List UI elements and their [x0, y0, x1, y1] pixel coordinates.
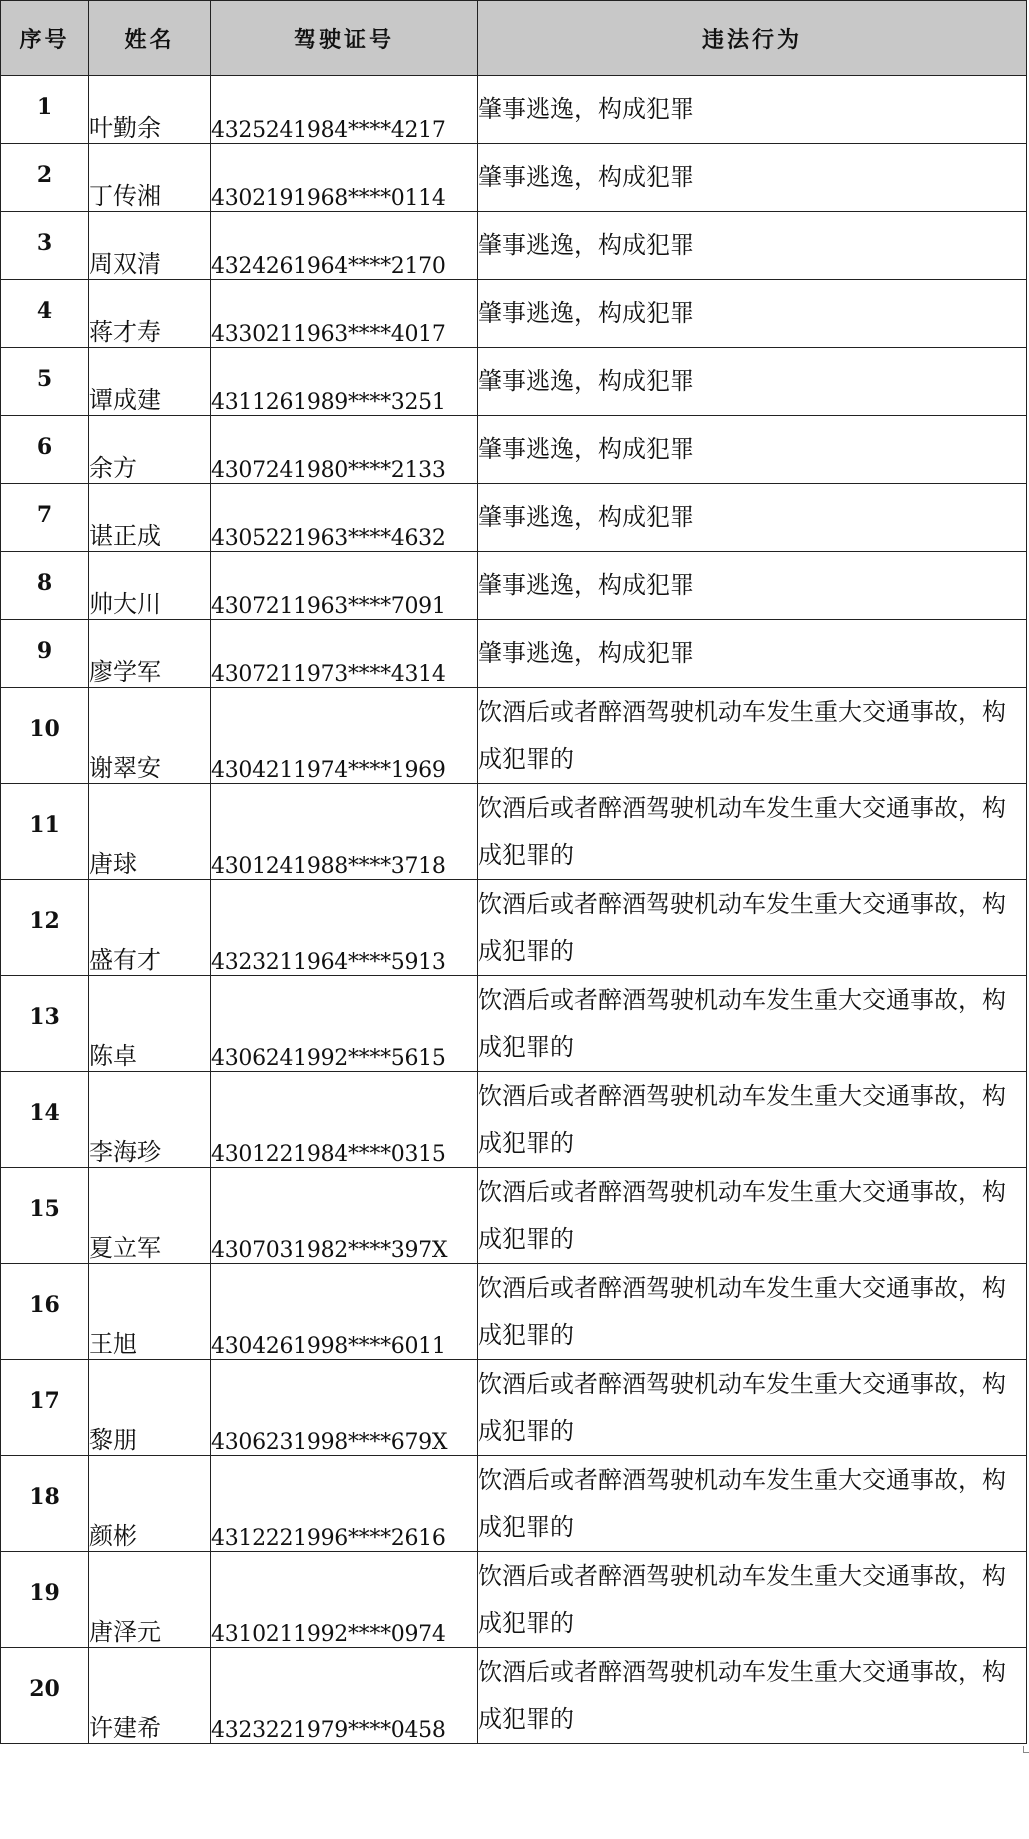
- row-violation-cell: 肇事逃逸，构成犯罪: [478, 76, 1027, 144]
- row-seq-cell: 5: [1, 348, 89, 416]
- row-violation-cell: 饮酒后或者醉酒驾驶机动车发生重大交通事故，构成犯罪的: [478, 1456, 1027, 1552]
- table-row: [1, 1648, 1027, 1744]
- row-violation-cell: 饮酒后或者醉酒驾驶机动车发生重大交通事故，构成犯罪的: [478, 1552, 1027, 1648]
- row-license-cell: 4307211973****4314: [211, 620, 478, 688]
- row-seq-cell: 3: [1, 212, 89, 280]
- row-license-cell: 4304211974****1969: [211, 688, 478, 784]
- table-row: [1, 1168, 1027, 1264]
- row-license-cell: 4307211963****7091: [211, 552, 478, 620]
- row-name-cell: 周双清: [89, 212, 211, 280]
- table-row: [1, 1072, 1027, 1168]
- row-violation-cell: 肇事逃逸，构成犯罪: [478, 348, 1027, 416]
- table-row: [1, 416, 1027, 484]
- row-name-cell: 余方: [89, 416, 211, 484]
- row-violation-cell: 饮酒后或者醉酒驾驶机动车发生重大交通事故，构成犯罪的: [478, 880, 1027, 976]
- table-row: [1, 484, 1027, 552]
- row-violation-cell: 饮酒后或者醉酒驾驶机动车发生重大交通事故，构成犯罪的: [478, 976, 1027, 1072]
- row-violation-cell: 饮酒后或者醉酒驾驶机动车发生重大交通事故，构成犯罪的: [478, 784, 1027, 880]
- row-violation-cell: 肇事逃逸，构成犯罪: [478, 416, 1027, 484]
- row-name-cell: 唐泽元: [89, 1552, 211, 1648]
- header-license: 驾驶证号: [211, 1, 478, 76]
- row-seq-cell: 9: [1, 620, 89, 688]
- row-seq-cell: 13: [1, 976, 89, 1072]
- row-violation-cell: 肇事逃逸，构成犯罪: [478, 484, 1027, 552]
- header-row: [1, 1, 1027, 76]
- table-row: [1, 976, 1027, 1072]
- header-violation: 违法行为: [478, 1, 1027, 76]
- table-row: [1, 784, 1027, 880]
- row-seq-cell: 16: [1, 1264, 89, 1360]
- row-name-cell: 廖学军: [89, 620, 211, 688]
- row-seq-cell: 7: [1, 484, 89, 552]
- row-name-cell: 颜彬: [89, 1456, 211, 1552]
- row-violation-cell: 饮酒后或者醉酒驾驶机动车发生重大交通事故，构成犯罪的: [478, 1264, 1027, 1360]
- row-license-cell: 4323211964****5913: [211, 880, 478, 976]
- row-license-cell: 4306231998****679X: [211, 1360, 478, 1456]
- row-name-cell: 黎朋: [89, 1360, 211, 1456]
- row-name-cell: 李海珍: [89, 1072, 211, 1168]
- row-license-cell: 4323221979****0458: [211, 1648, 478, 1744]
- row-seq-cell: 6: [1, 416, 89, 484]
- row-violation-cell: 饮酒后或者醉酒驾驶机动车发生重大交通事故，构成犯罪的: [478, 1648, 1027, 1744]
- row-violation-cell: 饮酒后或者醉酒驾驶机动车发生重大交通事故，构成犯罪的: [478, 1168, 1027, 1264]
- row-violation-cell: 肇事逃逸，构成犯罪: [478, 212, 1027, 280]
- row-violation-cell: 肇事逃逸，构成犯罪: [478, 552, 1027, 620]
- row-license-cell: 4325241984****4217: [211, 76, 478, 144]
- row-name-cell: 丁传湘: [89, 144, 211, 212]
- row-seq-cell: 4: [1, 280, 89, 348]
- table-row: [1, 552, 1027, 620]
- row-seq-cell: 2: [1, 144, 89, 212]
- row-name-cell: 帅大川: [89, 552, 211, 620]
- row-seq-cell: 11: [1, 784, 89, 880]
- row-violation-cell: 饮酒后或者醉酒驾驶机动车发生重大交通事故，构成犯罪的: [478, 1072, 1027, 1168]
- row-name-cell: 盛有才: [89, 880, 211, 976]
- row-seq-cell: 20: [1, 1648, 89, 1744]
- table-row: [1, 1552, 1027, 1648]
- row-license-cell: 4312221996****2616: [211, 1456, 478, 1552]
- row-license-cell: 4307241980****2133: [211, 416, 478, 484]
- row-license-cell: 4306241992****5615: [211, 976, 478, 1072]
- row-seq-cell: 17: [1, 1360, 89, 1456]
- row-name-cell: 许建希: [89, 1648, 211, 1744]
- row-name-cell: 陈卓: [89, 976, 211, 1072]
- row-seq-cell: 19: [1, 1552, 89, 1648]
- table-row: [1, 212, 1027, 280]
- row-license-cell: 4304261998****6011: [211, 1264, 478, 1360]
- table-row: [1, 144, 1027, 212]
- row-name-cell: 蒋才寿: [89, 280, 211, 348]
- table-row: [1, 280, 1027, 348]
- table-row: [1, 620, 1027, 688]
- row-name-cell: 唐球: [89, 784, 211, 880]
- row-name-cell: 谭成建: [89, 348, 211, 416]
- row-seq-cell: 1: [1, 76, 89, 144]
- row-seq-cell: 15: [1, 1168, 89, 1264]
- row-seq-cell: 8: [1, 552, 89, 620]
- table-row: [1, 1264, 1027, 1360]
- row-license-cell: 4302191968****0114: [211, 144, 478, 212]
- row-violation-cell: 饮酒后或者醉酒驾驶机动车发生重大交通事故，构成犯罪的: [478, 1360, 1027, 1456]
- row-license-cell: 4307031982****397X: [211, 1168, 478, 1264]
- header-seq: 序号: [1, 1, 89, 76]
- row-name-cell: 夏立军: [89, 1168, 211, 1264]
- row-seq-cell: 12: [1, 880, 89, 976]
- row-license-cell: 4324261964****2170: [211, 212, 478, 280]
- table-body: [1, 76, 1027, 1744]
- header-name: 姓名: [89, 1, 211, 76]
- page-corner-mark: [1023, 1746, 1029, 1753]
- row-license-cell: 4305221963****4632: [211, 484, 478, 552]
- row-license-cell: 4301221984****0315: [211, 1072, 478, 1168]
- row-seq-cell: 10: [1, 688, 89, 784]
- row-violation-cell: 肇事逃逸，构成犯罪: [478, 144, 1027, 212]
- row-license-cell: 4311261989****3251: [211, 348, 478, 416]
- table-row: [1, 76, 1027, 144]
- row-license-cell: 4301241988****3718: [211, 784, 478, 880]
- table-row: [1, 880, 1027, 976]
- row-license-cell: 4330211963****4017: [211, 280, 478, 348]
- row-name-cell: 谢翠安: [89, 688, 211, 784]
- row-violation-cell: 肇事逃逸，构成犯罪: [478, 620, 1027, 688]
- row-name-cell: 谌正成: [89, 484, 211, 552]
- table-row: [1, 1456, 1027, 1552]
- table-row: [1, 1360, 1027, 1456]
- row-violation-cell: 饮酒后或者醉酒驾驶机动车发生重大交通事故，构成犯罪的: [478, 688, 1027, 784]
- table-header: [1, 1, 1027, 76]
- row-license-cell: 4310211992****0974: [211, 1552, 478, 1648]
- row-seq-cell: 18: [1, 1456, 89, 1552]
- row-seq-cell: 14: [1, 1072, 89, 1168]
- table-row: [1, 688, 1027, 784]
- row-name-cell: 叶勤余: [89, 76, 211, 144]
- table-row: [1, 348, 1027, 416]
- row-name-cell: 王旭: [89, 1264, 211, 1360]
- row-violation-cell: 肇事逃逸，构成犯罪: [478, 280, 1027, 348]
